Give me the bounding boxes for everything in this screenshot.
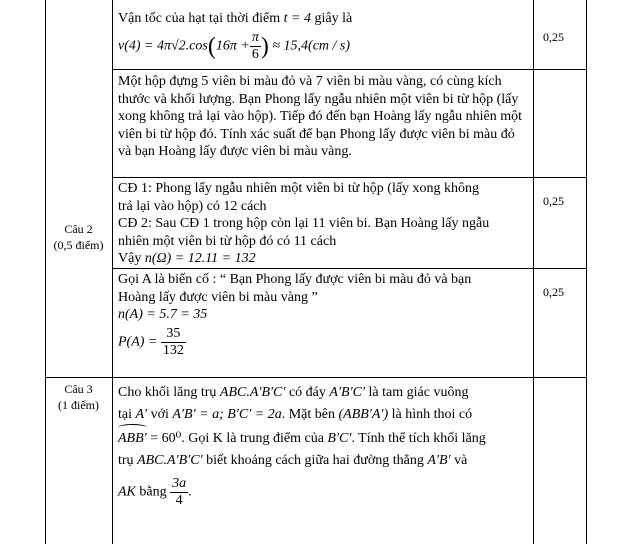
q3-face: (ABB′A′) — [338, 407, 389, 422]
question-2-title: Câu 2 — [64, 222, 93, 236]
q3-period: . — [188, 484, 192, 500]
time-value: t = 4 — [283, 11, 311, 26]
q3-line-ak: AK — [118, 484, 136, 500]
row-divider-2 — [112, 177, 587, 178]
velocity-text-end: giây là — [314, 11, 353, 26]
step-1-line-1: CĐ 1: Phong lấy ngẫu nhiên một viên bi từ hộp (lấy xong không — [118, 181, 480, 196]
table-divider-col2 — [533, 0, 534, 544]
frac-num: π — [251, 30, 259, 45]
q3-text-5b: bằng — [139, 484, 167, 500]
paren-open: ( — [207, 33, 216, 60]
q3-text-1c: có đáy — [288, 385, 326, 400]
event-definition — [118, 271, 530, 324]
q3-text-2c: với — [150, 407, 169, 422]
question-3-points: (1 điểm) — [58, 398, 99, 412]
q3-text-1e: là tam giác vuông — [368, 385, 469, 400]
velocity-equation — [118, 30, 528, 66]
velocity-text: Vận tốc của hạt tại thời điểm — [118, 11, 281, 26]
question-2-label — [45, 221, 112, 253]
q3-distance-fraction — [170, 476, 188, 509]
event-count: n(A) = 5.7 = 35 — [118, 307, 208, 323]
q3-vertex: A′ — [135, 407, 148, 422]
paren-close: ) — [260, 33, 269, 60]
q3-line-2 — [118, 404, 530, 426]
therefore-text: Vậy — [118, 251, 142, 267]
question-3-statement — [118, 382, 530, 509]
event-line-1: Gọi A là biến cố : “ Bạn Phong lấy được viên bi màu đỏ và bạn — [118, 272, 472, 287]
q3-num: 3a — [172, 476, 187, 491]
q3-text-2a: tại — [118, 407, 132, 422]
q3-text-3e: . Tính thể tích khối lăng — [351, 431, 486, 446]
question-2-points: (0,5 điểm) — [53, 238, 104, 252]
q3-lengths: A′B′ = a; B′C′ = 2a — [172, 407, 282, 422]
score-row4: 0,25 — [543, 285, 564, 299]
row-divider-3 — [112, 268, 587, 269]
eq-right: ≈ 15,4(cm / s) — [272, 38, 351, 54]
step-2-line-1: CĐ 2: Sau CĐ 1 trong hộp còn lại 11 viên bi. Bạn Hoàng lấy ngẫu — [118, 216, 490, 232]
question-3-title: Câu 3 — [64, 382, 93, 396]
table-border-right — [586, 0, 587, 544]
q3-text-2g: là hình thoi có — [391, 407, 473, 422]
q3-edge: B′C′ — [327, 431, 352, 446]
q3-text-4c: biết khoảng cách giữa hai đường thẳng — [206, 453, 424, 468]
q3-text-2e: . Mặt bên — [281, 407, 335, 422]
prob-den: 132 — [162, 343, 184, 358]
score-row1: 0,25 — [543, 30, 564, 44]
sample-space-line — [118, 250, 530, 268]
q3-line-ab: A′B′ — [427, 453, 451, 468]
q3-text-4a: trụ — [118, 453, 134, 468]
probability-label: P(A) = — [118, 334, 158, 350]
event-line-2: Hoàng lấy được viên bi màu vàng ” — [118, 289, 318, 305]
pi-over-six — [250, 30, 261, 63]
q3-base: A′B′C′ — [329, 385, 366, 400]
q3-angle-value: = 60⁰ — [150, 431, 182, 446]
q3-text-4e: và — [454, 453, 468, 468]
sample-space-value: n(Ω) = 12.11 = 132 — [144, 251, 256, 267]
eq-inner: 16π + — [215, 38, 250, 54]
prob-num: 35 — [161, 326, 186, 343]
table-divider-col1 — [112, 0, 113, 544]
q3-prism-2: ABC.A′B′C′ — [137, 453, 203, 468]
row-divider-4 — [45, 377, 587, 378]
score-row3: 0,25 — [543, 194, 564, 208]
question-3-label — [45, 381, 112, 413]
row-divider-1 — [112, 69, 587, 70]
step-2-line-2: nhiên một viên bi từ hộp đó có 11 cách — [118, 233, 337, 249]
probability-result — [118, 326, 186, 359]
step-1-line-2: trả lại vào hộp) có 12 cách — [118, 198, 267, 214]
q3-text-3c: . Gọi K là trung điểm của — [181, 431, 324, 446]
solution-steps — [118, 180, 530, 268]
eq-left: v(4) = 4π√2.cos — [118, 38, 208, 54]
frac-den: 6 — [251, 47, 259, 62]
q3-line-5 — [118, 476, 530, 509]
q3-line-4 — [118, 450, 530, 472]
q3-text-1a: Cho khối lăng trụ — [118, 385, 217, 400]
probability-fraction — [161, 326, 186, 359]
q3-den: 4 — [175, 493, 183, 508]
velocity-statement — [118, 10, 528, 28]
q3-line-1 — [118, 382, 530, 404]
q3-angle: ABB′ — [118, 428, 147, 450]
q3-prism: ABC.A′B′C′ — [219, 385, 286, 400]
q3-line-3 — [118, 428, 530, 450]
table-border-left — [45, 0, 46, 544]
problem-statement: Một hộp đựng 5 viên bi màu đỏ và 7 viên bi màu vàng, có cùng kích thước và khối lượng. Bạn Phong lấy ngẫu nhiên một viên bi từ hộp (lấy xong không trả lại vào hộp). Tiếp đó đến bạn Hoàng lấy ngẫu nhiên một viên bi từ hộp đó. Tính xác suất để bạn Phong lấy được viên bi màu đỏ và bạn Hoàng lấy được viên bi màu vàng. — [118, 74, 522, 160]
